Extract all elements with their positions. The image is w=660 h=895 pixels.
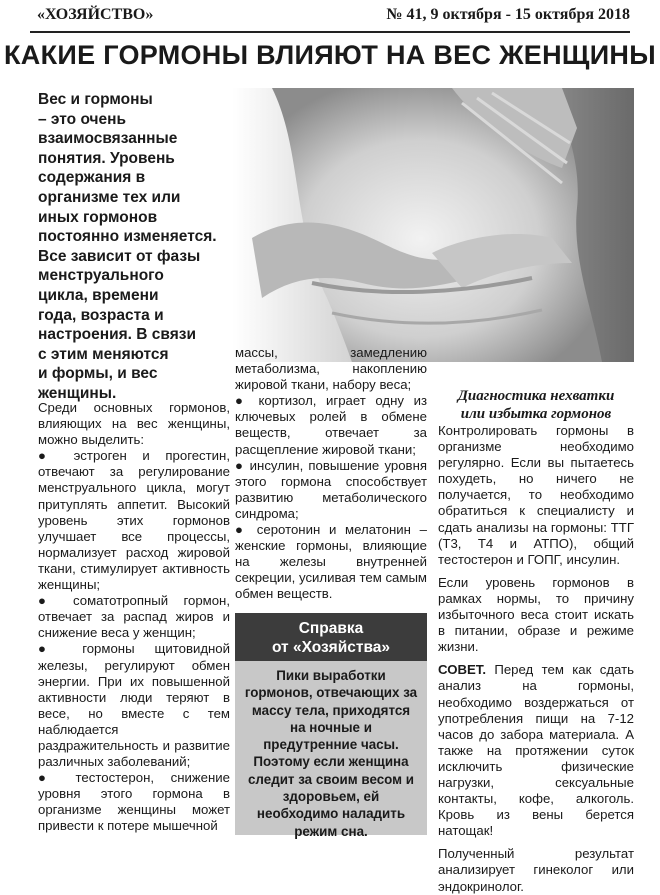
- lead-line: и формы, и вес: [38, 365, 158, 383]
- lead-line: настроения. В связи: [38, 326, 197, 344]
- subheading-line: или избытка гормонов: [460, 406, 612, 422]
- column-2: [235, 345, 427, 603]
- lead-line: иных гормонов: [38, 208, 158, 226]
- lead-line: – это очень: [38, 110, 127, 128]
- column-1: [38, 400, 230, 835]
- lead-line: взаимосвязанные: [38, 130, 178, 148]
- bullet-icon: ●: [38, 448, 58, 464]
- section-subheading: [438, 387, 634, 423]
- list-item: [38, 593, 230, 641]
- paragraph: Контролировать гормоны в организме необходимо регулярно. Если вы пытаетесь похудеть, но ничего не получается, то необходимо обратиться к специалисту и сдать анализы на гормоны: ТТГ (Т3, Т4 и АТПО), общий тестостерон и ГОПГ, инсулин.: [438, 423, 634, 567]
- advice-label: СОВЕТ.: [438, 662, 487, 678]
- reference-sidebar: [235, 613, 427, 839]
- intro-paragraph: Среди основных гормонов, влияющих на вес женщины, можно выделить:: [38, 400, 230, 448]
- lead-line: Вес и гормоны: [38, 91, 153, 108]
- lead-line: понятия. Уровень: [38, 149, 175, 167]
- list-item: [38, 641, 230, 770]
- list-item: [235, 393, 427, 457]
- sidebar-heading-line: от «Хозяйства»: [271, 639, 391, 656]
- lead-line: года, возраста и: [38, 306, 164, 324]
- sidebar-body: Пики выработки гормонов, отвечающих за массу тела, приходятся на ночные и предутренние часы. Поэтому если женщина следит за своим весом и здоровьем, ей необходимо наладить режим сна.: [244, 668, 418, 839]
- paragraph: Если уровень гормонов в рамках нормы, то причину избыточного веса стоит искать в питании, образе и режиме жизни.: [438, 574, 634, 655]
- list-item-text: эстроген и прогестин, отвечают за регулирование менструального цикла, могут притуплять аппетит. Высокий уровень этих гормонов улучшает все процессы, нормализует расход жировой ткани, стимулирует активность женщины;: [38, 448, 230, 593]
- paragraph: Полученный результат анализирует гинеколог или эндокринолог.: [438, 846, 634, 894]
- sidebar-heading: [235, 613, 427, 661]
- list-item-text: соматотропный гормон, отвечает за распад жиров и снижение веса у женщин;: [38, 593, 230, 641]
- bullet-icon: ●: [235, 522, 249, 538]
- list-item: [235, 522, 427, 602]
- bullet-icon: ●: [38, 641, 63, 657]
- article-title: КАКИЕ ГОРМОНЫ ВЛИЯЮТ НА ВЕС ЖЕНЩИНЫ: [4, 40, 656, 70]
- subheading-line: Диагностика нехватки: [457, 388, 615, 404]
- list-item-text: инсулин, повышение уровня этого гормона способствует развитию метаболического синдрома;: [235, 457, 427, 521]
- article-photo: [232, 88, 634, 362]
- bullet-icon: ●: [235, 457, 245, 473]
- sidebar-heading-line: Справка: [298, 620, 364, 637]
- advice-text: Перед тем как сдать анализ на гормоны, необходимо воздержаться от употребления пищи на 7-12 часов до забора материала. А также на протяжении суток исключить физические нагрузки, сексуальные контакты, кофе, алкоголь. Кровь из вены берется натощак!: [438, 662, 634, 839]
- list-item: [38, 448, 230, 593]
- list-item: [38, 770, 230, 834]
- list-item-text: серотонин и мелатонин – женские гормоны, влияющие на железы внутренней секреции, усиливая тем самым обмен веществ.: [235, 522, 427, 602]
- lead-line: цикла, времени: [38, 286, 159, 304]
- list-item-text: гормоны щитовидной железы, регулируют обмен энергии. При их повышенной активности люди теряют в весе, но вместе с тем наблюдается раздражительность и развитие различных заболеваний;: [38, 641, 230, 770]
- lead-line: менструального: [38, 267, 164, 285]
- publication-name: «ХОЗЯЙСТВО»: [37, 6, 154, 23]
- lead-line: с этим меняются: [38, 345, 169, 363]
- bullet-icon: ●: [235, 393, 249, 409]
- lead-line: Все зависит от фазы: [38, 247, 201, 265]
- header-rule: [30, 31, 630, 33]
- list-item: [235, 458, 427, 522]
- list-item-text: кортизол, играет одну из ключевых ролей в обмене веществ, отвечает за расщепление жировой ткани;: [235, 393, 427, 457]
- lead-line: организме тех или: [38, 188, 181, 206]
- advice-paragraph: [438, 662, 634, 839]
- bullet-icon: ●: [38, 593, 58, 609]
- column-3: [438, 387, 634, 895]
- article-lead: [38, 90, 236, 404]
- issue-info: № 41, 9 октября - 15 октября 2018: [386, 6, 630, 23]
- lead-line: постоянно изменяется.: [38, 228, 217, 246]
- continued-text: массы, замедлению метаболизма, накоплению жировой ткани, набору веса;: [235, 345, 427, 393]
- list-item-text: тестостерон, снижение уровня этого гормона в организме женщины может привести к потере мышечной: [38, 770, 231, 834]
- bullet-icon: ●: [38, 770, 59, 786]
- lead-line: женщины.: [38, 384, 117, 402]
- lead-line: содержания в: [38, 169, 146, 187]
